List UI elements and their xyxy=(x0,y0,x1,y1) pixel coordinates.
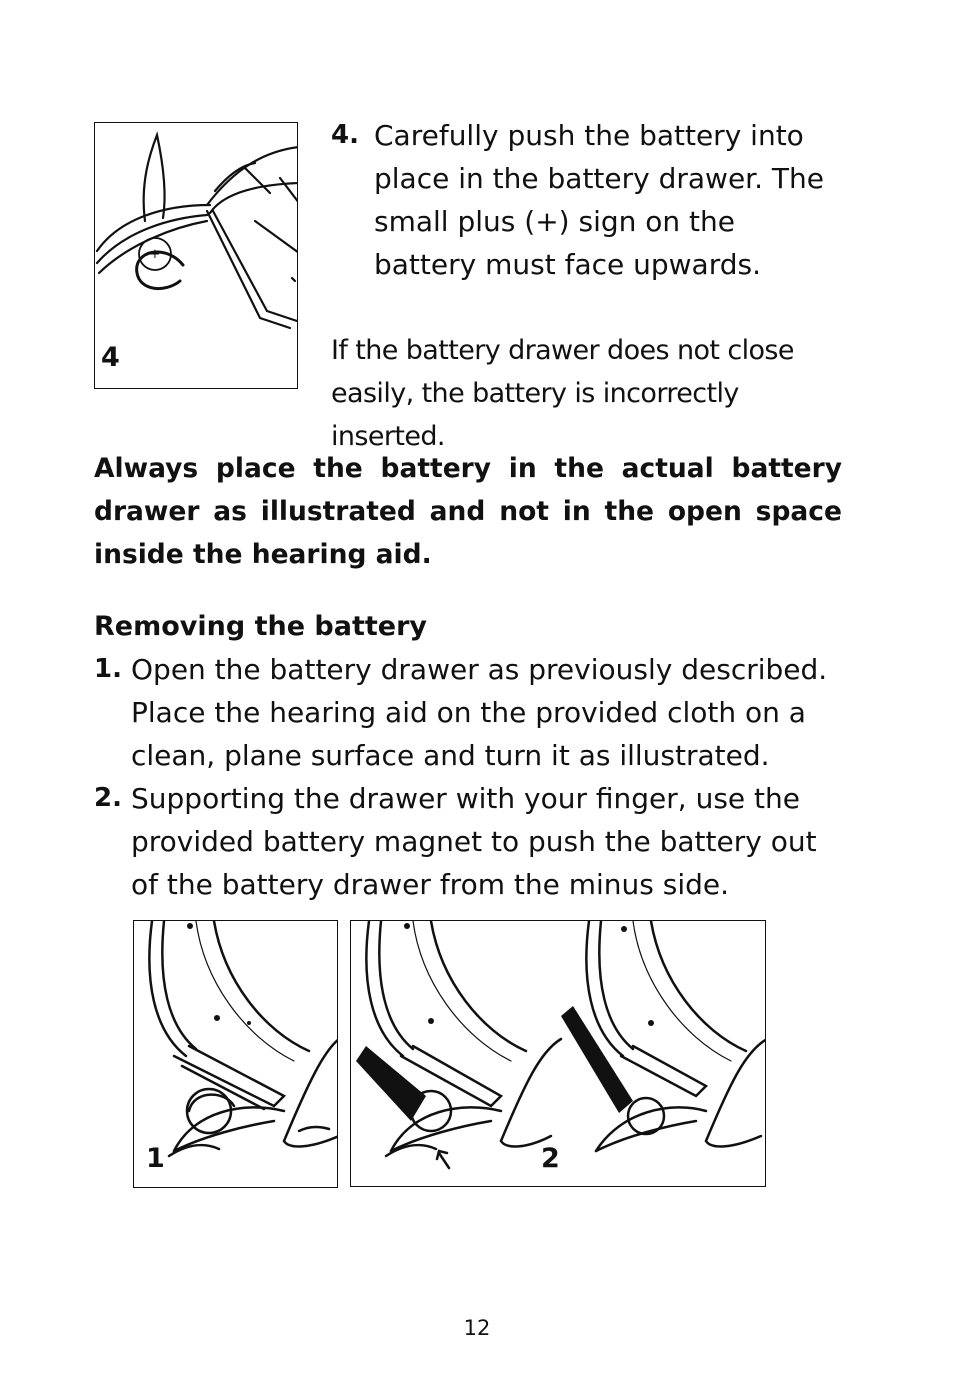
page-number: 12 xyxy=(463,1316,491,1340)
step-2-text: Supporting the drawer with your finger, use the provided battery magnet to push the battery out of the battery drawer from the minus side. xyxy=(131,782,817,901)
step-4-text: Carefully push the battery into place in the battery drawer. The small plus (+) sign on the battery must face upwards. xyxy=(374,119,824,281)
step-4-number: 4. xyxy=(331,120,359,150)
step-2-number: 2. xyxy=(94,783,122,813)
step-1-text: Open the battery drawer as previously described. Place the hearing aid on the provided cloth on a clean, plane surface and turn it as illustrated. xyxy=(131,653,828,772)
battery-insert-illustration xyxy=(95,123,298,389)
battery-plus-sign: + xyxy=(149,247,161,262)
figure-4-battery-insert xyxy=(94,122,298,389)
figure-2-remove-step xyxy=(350,920,766,1187)
figure-2-label: 2 xyxy=(541,1143,560,1174)
figure-4-label: 4 xyxy=(101,342,120,373)
figure-1-label: 1 xyxy=(146,1143,165,1174)
figure-1-remove-step xyxy=(133,920,338,1188)
warning-paragraph: Always place the battery in the actual battery drawer as illustrated and not in the open space inside the hearing aid. xyxy=(94,453,842,570)
battery-note: If the battery drawer does not close easily, the battery is incorrectly inserted. xyxy=(331,335,794,452)
step-1-number: 1. xyxy=(94,654,122,684)
section-heading: Removing the battery xyxy=(94,611,428,642)
